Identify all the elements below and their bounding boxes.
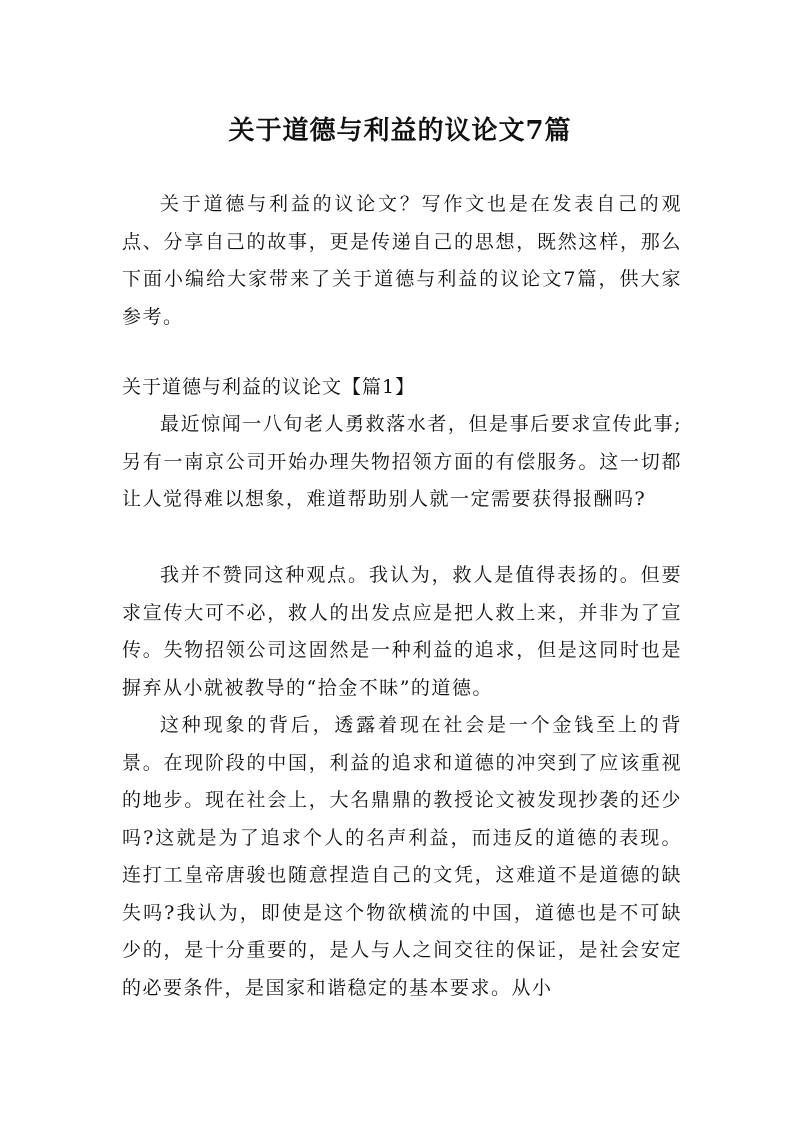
body-paragraph: 这种现象的背后，透露着现在社会是一个金钱至上的背景。在现阶段的中国，利益的追求和道德的冲突到了应该重视的地步。现在社会上，大名鼎鼎的教授论文被发现抄袭的还少吗?这就是为了追求个人的名声利益，而违反的道德的表现。连打工皇帝唐骏也随意捏造自己的文凭，这难道不是道德的缺失吗?我认为，即使是这个物欲横流的中国，道德也是不可缺少的，是十分重要的，是人与人之间交往的保证，是社会安定的必要条件，是国家和谐稳定的基本要求。从小 [122,714,682,999]
body-paragraph: 最近惊闻一八旬老人勇救落水者，但是事后要求宣传此事;另有一南京公司开始办理失物招领方面的有偿服务。这一切都让人觉得难以想象，难道帮助别人就一定需要获得报酬吗? [122,413,682,510]
intro-paragraph: 关于道德与利益的议论文？写作文也是在发表自己的观点、分享自己的故事，更是传递自己的思想，既然这样，那么下面小编给大家带来了关于道德与利益的议论文7篇，供大家参考。 [122,193,682,328]
document-title: 关于道德与利益的议论文7篇 [228,116,572,147]
body-paragraph: 我并不赞同这种观点。我认为，救人是值得表扬的。但要求宣传大可不必，救人的出发点应是把人救上来，并非为了宣传。失物招领公司这固然是一种利益的追求，但是这同时也是摒弃从小就被教导的“拾金不昧”的道德。 [122,564,682,699]
section-heading: 关于道德与利益的议论文【篇1】 [122,376,416,398]
